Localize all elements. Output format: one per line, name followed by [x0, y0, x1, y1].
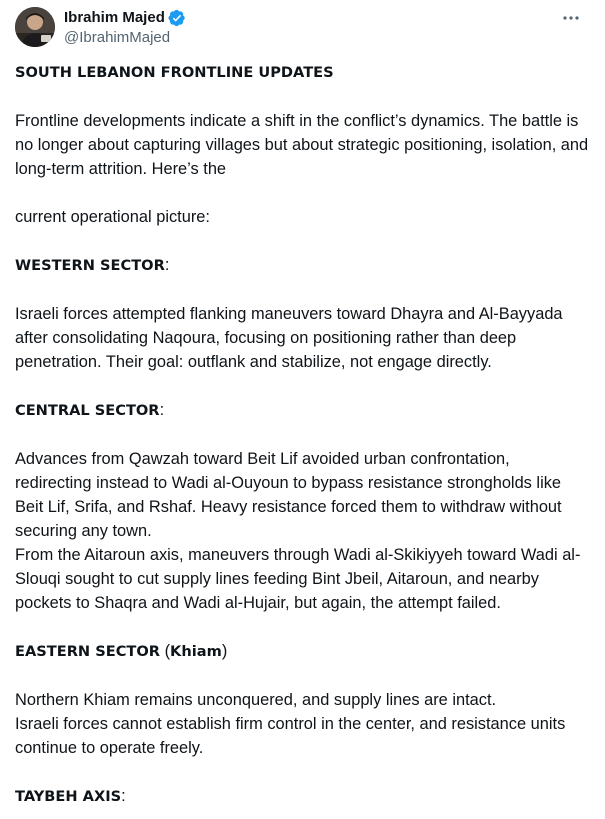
eastern-sector-title: EASTERN SECTOR [15, 643, 161, 660]
more-options-button[interactable] [556, 8, 586, 28]
post-body [15, 61, 590, 809]
central-sector-body: Advances from Qawzah toward Beit Lif avoided urban confrontation, redirecting instead to Wadi al-Ouyoun to bypass resistance strongholds like Beit Lif, Srifa, and Rshaf. Heavy resistance forced them to withdraw without securing any town. [15, 450, 562, 540]
more-horizontal-icon [562, 15, 580, 21]
verified-badge-icon [168, 9, 186, 27]
central-sector-colon: : [159, 401, 165, 419]
taybeh-axis-title: TAYBEH AXIS [15, 788, 122, 805]
central-sector-title: CENTRAL SECTOR [15, 402, 160, 419]
post-title: SOUTH LEBANON FRONTLINE UPDATES [15, 64, 334, 81]
avatar-photo-icon [15, 7, 55, 47]
western-sector-title: WESTERN SECTOR [15, 257, 165, 274]
post-header [0, 0, 605, 56]
eastern-sector-paren-close: ) [221, 642, 228, 660]
intro-paragraph-2: current operational picture: [15, 208, 210, 226]
taybeh-axis-colon: : [121, 787, 126, 805]
eastern-sector-heading [15, 639, 590, 664]
avatar[interactable] [15, 7, 55, 47]
central-sector-body-2: From the Aitaroun axis, maneuvers through Wadi al-Skikiyyeh toward Wadi al-Slouqi sought to cut supply lines feeding Bint Jbeil, Aitaroun, and nearby pockets to Shaqra and Wadi al-Hujair, but again, the attempt failed. [15, 546, 581, 612]
eastern-sector-body: Northern Khiam remains unconquered, and supply lines are intact. [15, 691, 497, 709]
western-sector-body: Israeli forces attempted flanking maneuvers toward Dhayra and Al-Bayyada after consolidating Naqoura, focusing on positioning rather than deep penetration. Their goal: outflank and stabilize, not engage directly. [15, 305, 563, 371]
author-handle[interactable]: @IbrahimMajed [64, 29, 171, 46]
eastern-sector-khiam: Khiam [170, 643, 222, 660]
western-sector-colon: : [164, 256, 170, 274]
author-name-row [64, 8, 186, 28]
eastern-sector-body-2: Israeli forces cannot establish firm control in the center, and resistance units continue to operate freely. [15, 715, 566, 757]
taybeh-axis-heading [15, 784, 590, 809]
author-name[interactable]: Ibrahim Majed [64, 9, 165, 26]
intro-paragraph: Frontline developments indicate a shift in the conflict’s dynamics. The battle is no longer about capturing villages but about strategic positioning, isolation, and long-term attrition. Here’s the [15, 112, 589, 178]
western-sector-heading [15, 253, 590, 278]
eastern-sector-paren-open: ( [160, 642, 171, 660]
central-sector-heading [15, 398, 590, 423]
